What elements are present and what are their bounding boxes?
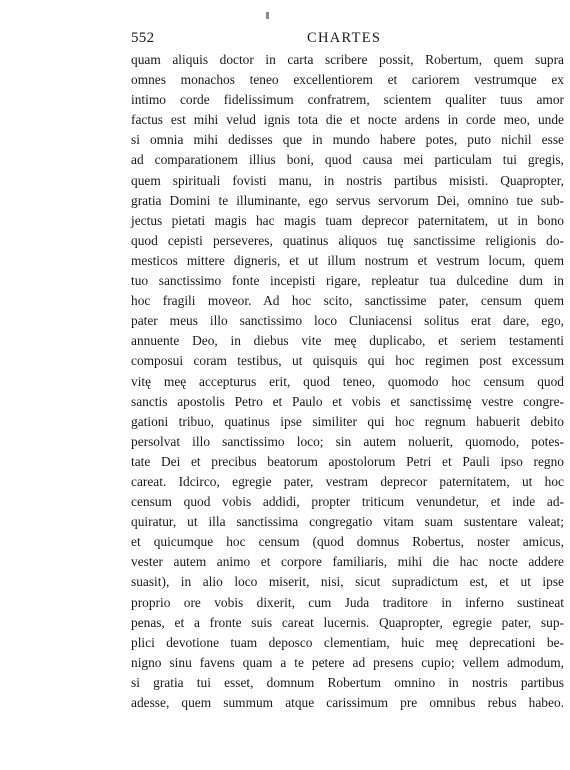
text-line: ad comparationem illius boni, quod causa mei particulam tui gregis,	[131, 152, 564, 168]
page-number: 552	[131, 30, 155, 46]
text-line: nigno sinu favens quam a te petere ad presens cupio; vellem admodum,	[131, 654, 564, 670]
text-line: persolvat illo sanctissimo loco; sin autem noluerit, quomodo, potes-	[131, 433, 564, 449]
text-line: quod cepisti perseveres, quatinus aliquos tuę sanctissime religionis do-	[131, 232, 564, 248]
text-line: tuo sanctissimo fonte incepisti rigare, repleatur tua dulcedine dum in	[131, 273, 564, 289]
text-line: vitę meę accepturus erit, quod teneo, quomodo hoc censum quod	[131, 373, 564, 389]
running-title: CHARTES	[307, 30, 382, 46]
text-line: factus est mihi velud ignis tota die et nocte ardens in corde meo, unde	[131, 112, 564, 128]
text-line: si gratia tui esset, domnum Robertum omnino in nostris partibus	[131, 674, 564, 690]
text-line: penas, et a fronte suis careat lucernis. Quapropter, egregie pater, sup-	[131, 614, 564, 630]
text-line: omnes monachos teneo excellentiorem et cariorem vestrumque ex	[131, 72, 564, 88]
text-line: quam aliquis doctor in carta scribere possit, Robertum, quem supra	[131, 52, 564, 67]
text-line: intimo corde fidelissimum confratrem, scientem qualiter tuus amor	[131, 92, 564, 108]
page-header	[131, 30, 438, 52]
text-line: adesse, quem summum atque carissimum pre omnibus rebus habeo.	[131, 695, 564, 710]
text-line: proprio ore vobis dixerit, cum Juda traditore in inferno sustineat	[131, 594, 564, 610]
body-text	[131, 50, 564, 713]
text-line: plici devotione tuam deposco clementiam, huic meę deprecationi be-	[131, 634, 564, 650]
text-line: vester autem animo et corpore familiaris, mihi die hac nocte addere	[131, 554, 564, 570]
text-line: gratia Domini te illuminante, ego servus servorum Dei, omnino tue sub-	[131, 192, 564, 208]
text-line: gationi tribuo, quatinus ipse similiter qui hoc regnum habuerit debito	[131, 413, 564, 429]
text-line: composui coram testibus, ut quisquis qui hoc regimen post excessum	[131, 353, 564, 369]
text-line: pater meus illo sanctissimo loco Cluniacensi solitus erat dare, ego,	[131, 313, 564, 329]
text-line: careat. Idcirco, egregie pater, vestram deprecor paternitatem, ut hoc	[131, 473, 564, 489]
text-line: censum quod vobis addidi, propter triticum venundetur, et inde ad-	[131, 494, 564, 510]
text-line: quem spirituali fovisti manu, in nostris partibus misisti. Quapropter,	[131, 172, 564, 188]
scan-mark	[266, 12, 269, 19]
text-line: sanctis apostolis Petro et Paulo et vobis et sanctissimę vestre congre-	[131, 393, 564, 409]
text-line: jectus pietati magis hac magis tuam deprecor paternitatem, ut in bono	[131, 212, 564, 228]
text-line: quiratur, ut illa sanctissima congregatio vitam suam sustentare valeat;	[131, 514, 564, 530]
text-line: tate Dei et precibus beatorum apostolorum Petri et Pauli ipso regno	[131, 453, 564, 469]
text-line: annuente Deo, in diebus vite meę duplicabo, et seriem testamenti	[131, 333, 564, 349]
text-line: mesticos mittere digneris, et ut illum nostrum et vestrum locum, quem	[131, 252, 564, 268]
text-line: suasit), in alio loco miserit, nisi, sicut supradictum est, et ut ipse	[131, 574, 564, 590]
text-line: et quicumque hoc censum (quod domnus Robertus, noster amicus,	[131, 534, 564, 550]
text-line: si omnia mihi dedisses que in mundo habere potes, puto nichil esse	[131, 132, 564, 148]
text-line: hoc fragili moveor. Ad hoc scito, sanctissime pater, censum quem	[131, 293, 564, 309]
